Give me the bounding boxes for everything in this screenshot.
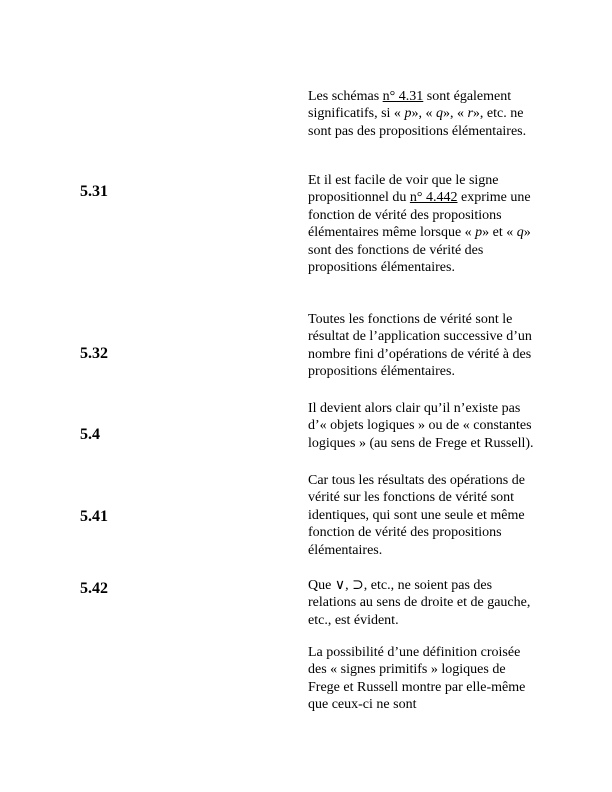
- text-segment: Et il est facile de voir que le signe propositionnel du: [308, 173, 499, 206]
- variable-q: q: [516, 225, 524, 241]
- paragraph-primitive-signs: La possibilité d’une définition croisée des « signes primitifs » logiques de Frege et Russell montre par elle-même que ceux-ci ne sont: [308, 645, 526, 713]
- variable-r: r: [467, 106, 473, 122]
- paragraph-5-32: Toutes les fonctions de vérité sont le résultat de l’application successive d’un nombre fini d’opérations de vérité à des propositions élémentaires.: [308, 312, 532, 380]
- section-number-5-32: 5.32: [80, 345, 108, 362]
- paragraph-5-42: Que ∨, ⊃, etc., ne soient pas des relations au sens de droite et de gauche, etc., est évident.: [308, 578, 531, 628]
- variable-p: p: [475, 225, 483, 241]
- cross-reference-link[interactable]: n° 4.31: [382, 89, 424, 104]
- section-number-5-42: 5.42: [80, 580, 108, 597]
- section-number-5-41: 5.41: [80, 508, 108, 525]
- text-segment: » et «: [482, 225, 517, 241]
- paragraph-5-4: Il devient alors clair qu’il n’existe pas d’« objets logiques » ou de « constantes logiques » (au sens de Frege et Russell).: [308, 401, 534, 451]
- section-number-5-4: 5.4: [80, 426, 100, 443]
- variable-p: p: [404, 106, 412, 122]
- text-segment: », etc. ne sont pas des propositions élémentaires.: [308, 106, 527, 139]
- text-segment: Les schémas: [308, 89, 383, 104]
- text-segment: exprime une fonction de vérité des propositions élémentaires même lorsque «: [308, 190, 531, 241]
- variable-q: q: [435, 106, 443, 122]
- text-segment: », «: [411, 106, 436, 122]
- text-segment: », «: [442, 106, 468, 122]
- paragraph-5-31: [308, 172, 538, 276]
- text-segment: » sont des fonctions de vérité des propositions élémentaires.: [308, 225, 531, 276]
- cross-reference-link[interactable]: n° 4.442: [409, 190, 458, 206]
- paragraph-5-41: Car tous les résultats des opérations de vérité sur les fonctions de vérité sont identiques, qui sont une seule et même fonction de vérité des propositions élémentaires.: [308, 473, 525, 558]
- section-number-5-31: 5.31: [80, 183, 108, 200]
- text-segment: sont également significatifs, si «: [308, 89, 512, 122]
- paragraph-schemas: [308, 88, 538, 140]
